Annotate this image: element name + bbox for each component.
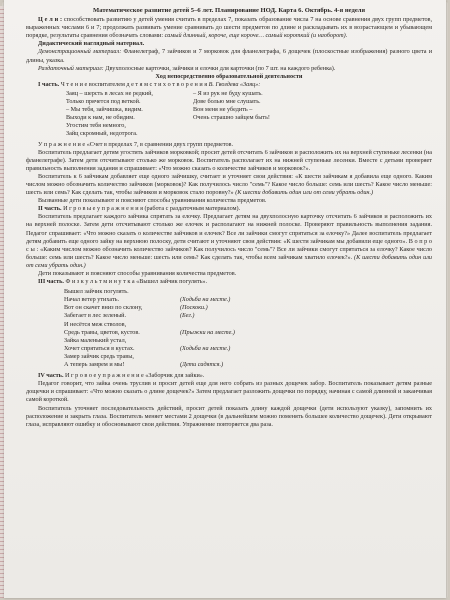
rhyme-line: А теперь замрем и мы! xyxy=(64,361,125,369)
rhyme-line: И несётся меж стволов, xyxy=(64,320,127,328)
rhyme-row xyxy=(64,288,432,296)
rhyme-row xyxy=(64,321,432,329)
paragraph-2-italic: (К шести добавить один или от семи убрать один.) xyxy=(235,189,374,197)
paragraph-2-text: Воспитатель к 6 зайчикам добавляет еще одного зайчишку, считает и уточняет свои действия: «К шести зайчикам я добавила еще одного. Каким числом можно обозначить количество зайчиков (морковок)? Как получилось число "семь"? Какое число больше: семь или шесть? Какое число меньше: шесть или семь? Как сделать так, чтобы зайчиков и морковок стало поровну?» xyxy=(26,172,432,197)
rhyme-line: Начал ветер утихать. xyxy=(64,296,120,304)
rhyme-row xyxy=(64,345,432,353)
rhyme-action: (Прыжки на месте.) xyxy=(180,328,235,336)
demo-material xyxy=(26,48,432,64)
poem-block xyxy=(26,90,432,139)
questions-label: В о п р о с ы : xyxy=(26,237,432,253)
part3-title: Ф и з к у л ь т м и н у т к а xyxy=(65,278,135,286)
poem-line: – Я из рук не буду кушать. xyxy=(192,89,263,97)
exercise1-label: У п р а ж н е н и е xyxy=(38,140,86,148)
goals-label: Ц е л и : xyxy=(38,16,63,24)
part2-heading xyxy=(26,205,432,213)
poem-line: Очень страшно зайцем быть! xyxy=(192,114,270,122)
body-paragraph-5: Дети показывают и поясняют способы уравнивания количества предметов. xyxy=(38,270,237,277)
rhyme-line: Средь травы, цветов, кустов. xyxy=(64,328,140,336)
rhyme-row xyxy=(64,361,432,369)
rhyme-row xyxy=(64,353,432,361)
part2-label: II часть. xyxy=(38,205,62,213)
poem-line: – Мы тебя, зайчишка, видим. xyxy=(66,106,143,114)
rhyme-row xyxy=(64,312,432,320)
paragraph-4-italic: (К шести добавить один или от семи убрать один.) xyxy=(26,253,433,269)
body-paragraph-1: Воспитатель предлагает детям угостить зайчиков морковкой; просит детей отсчитать 6 зайчиков и расположить их на верхней ступеньке лесенки (на фланелеграфе). Затем дети отсчитывают столько же морковок. Воспитатель располагает их на нижней ступеньке лесенки. Вместе с детьми проверяет правильность выполнения задания и спрашивает: «Что можно сказать о количестве зайчиков и морковок?». xyxy=(26,148,432,172)
part4-name: «Заборчик для зайки». xyxy=(145,372,205,380)
rhyme-line: Замер зайчик средь травы, xyxy=(64,352,134,360)
part4-label: IV часть. xyxy=(38,372,64,380)
part3-heading xyxy=(26,278,432,286)
part4-title: И г р о в о е у п р а ж н е н и е xyxy=(65,372,144,380)
body-paragraph-3: Вызванные дети показывают и поясняют способы уравнивания количества предметов. xyxy=(38,197,267,205)
demo-label: Демонстрационный материал: xyxy=(38,48,122,56)
rhyme-line: Вот он скачет вниз по склону, xyxy=(64,304,143,312)
body-paragraph-6: Педагог говорит, что зайка очень труслив и просит детей еще для него собрать из разных дощечек забор. Воспитатель показывает детям разные дощечки и спрашивает: «Что можно сказать о длине дощечек?» Затем предлагает разложить дощечки по порядку, начиная с самой длинной и заканчивая самой короткой. xyxy=(26,380,432,404)
poem-line: Заяц – шерсть в лесах не редкий, xyxy=(66,89,153,97)
part1-intro: Ч т е н и е воспитателем д е т я м с т и х о т в о р е н и я xyxy=(60,80,208,88)
body-paragraph-4 xyxy=(26,213,432,270)
poem-line: Только прячется под веткой. xyxy=(66,98,141,106)
rhyme-action: (Ходьба на месте.) xyxy=(180,296,231,304)
rhyme-row xyxy=(64,337,432,345)
part2-title: И г р о в ы е у п р а ж н е н и я xyxy=(63,205,143,213)
rhyme-action: (Поскоки.) xyxy=(180,304,208,312)
poem-line: Вон меня не убедить – xyxy=(192,106,253,114)
handout-material xyxy=(26,65,432,73)
part2-note: (работа с раздаточным материалом). xyxy=(144,205,241,213)
part4-heading xyxy=(26,372,432,380)
rhyme-line: Хочет спрятаться в кустах. xyxy=(64,344,135,352)
rhyme-line: Забегает в лес зеленый. xyxy=(64,312,127,320)
paragraph-4-text: Воспитатель предлагает каждого зайчика спрятать за елочку. Предлагает детям на двухполосную карточку отсчитать 6 зайчиков и расположить их на верхней полоске. Затем дети отсчитывают столько же елочек и располагают на нижней полоске. Проверяют правильность выполнения задания. Педагог спрашивает: «Что можно сказать о количестве зайчиков и елочек? Все ли зайчики смогут спрятаться за елочку?» Далее воспитатель предлагает детям добавить еще одного зайку на верхнюю полоску, дети считают и уточняют свои действия: «К шести зайчикам мы добавили еще одного». xyxy=(26,213,432,245)
poem-line: Зайц скромный, недотрога. xyxy=(66,130,138,138)
document-page xyxy=(4,0,446,598)
part1-heading xyxy=(26,81,432,89)
poem-left-column xyxy=(66,90,153,139)
rhyme-action: (Ходьба на месте.) xyxy=(180,344,231,352)
goals-paragraph xyxy=(26,16,432,40)
rhyme-row xyxy=(64,304,432,312)
part3-label: III часть. xyxy=(38,278,64,286)
goals-italic: самый длинный, короче, еще короче… самый короткий (и наоборот). xyxy=(164,32,348,40)
exercise1-title: «Счет в пределах 7, в сравнении двух групп предметов. xyxy=(86,140,234,148)
rhyme-action: (Бег.) xyxy=(180,312,195,320)
poem-line: Дове болью мне слушать. xyxy=(192,98,261,106)
page-title: Математическое развитие детей 5–6 лет. Планирование НОД. Карта 6. Октябрь. 4-я неделя xyxy=(92,7,366,14)
poem-line: Выходи к нам, не обидим. xyxy=(66,114,135,122)
rhyme-line: Вышел зайчик погулять. xyxy=(64,288,129,296)
part1-author: В. Гвоздева «Заяц»: xyxy=(208,80,261,88)
part3-name: «Вышел зайчик погулять». xyxy=(136,278,208,286)
demo-text: Фланелеграф, 7 зайчиков и 7 морковок для фланелеграфа, 6 дощечек (плоскостные изображения) разного цвета и длины, указка. xyxy=(26,48,433,64)
material-heading: Дидактический наглядный материал. xyxy=(38,40,145,48)
handout-label: Раздаточный материал: xyxy=(38,64,104,72)
handout-text: Двухполосные карточки, зайчики и елочки для карточки (по 7 шт. на каждого ребенка). xyxy=(105,64,336,72)
activity-heading: Ход непосредственно образовательной деятельности xyxy=(155,72,303,80)
rhyme-row xyxy=(64,296,432,304)
exercise-rhyme xyxy=(26,288,432,369)
rhyme-action: (Дети садятся.) xyxy=(180,361,224,369)
rhyme-row xyxy=(64,329,432,337)
goals-text: способствовать развитию у детей умения считать в пределах 7, показать образование числа 7 на основе сравнения двух групп предметов, выраженных числами 6 и 7; продолжать развивать умение сравнивать до шести предметов по длине и раскладывать их в возрастающем и убывающем порядке, результаты сравнения обозначать словами: xyxy=(26,16,433,40)
body-paragraph-2 xyxy=(26,173,432,197)
exercise1-heading xyxy=(26,141,432,149)
questions-text: «Каким числом можно обозначить количество зайчиков? Как получилось число "семь"? Все ли зайчики смогут спрятаться за елочку? Какое число больше: семь или шесть? Какое число меньше: шесть или семь? Как сделать так, чтобы всем зайчикам хватило елочек?». xyxy=(26,245,433,261)
poem-line: Угостим тебя немного, xyxy=(66,122,126,130)
poem-right-column xyxy=(193,90,270,139)
part1-label: I часть. xyxy=(38,80,60,88)
rhyme-line: Зайка маленький устал, xyxy=(64,336,127,344)
body-paragraph-7: Воспитатель уточняет последовательность действий, просит детей показать длину каждой дощечки (дети используют указку), запомнить их расположение и закрыть глаза. Воспитатель меняет местами 2 дощечки (в дальнейшем можно поменять большее количество дощечек). Дети открывают глаза, исправляют ошибку и обосновывают свои действия. Упражнение повторяется два раза. xyxy=(26,404,432,428)
